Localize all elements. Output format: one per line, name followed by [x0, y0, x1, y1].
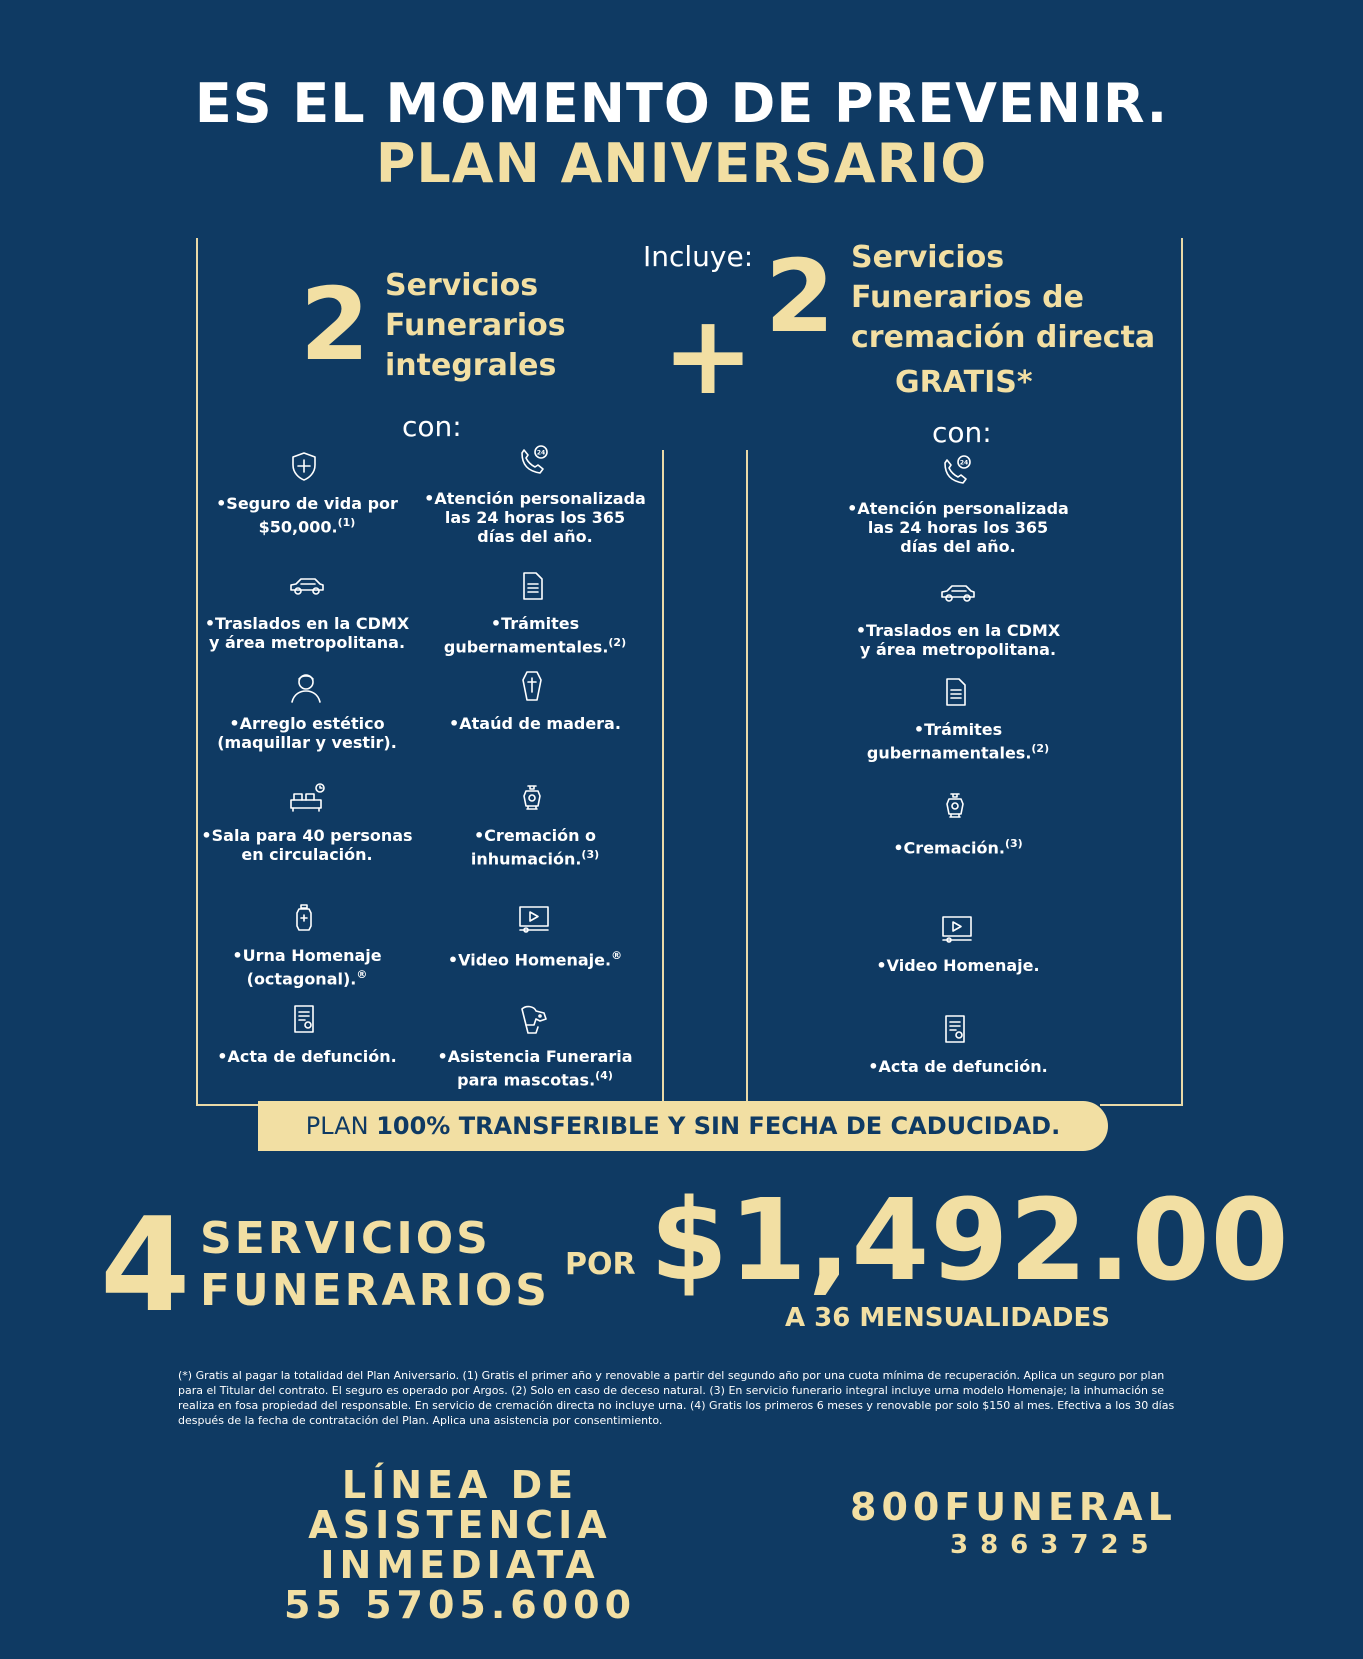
service-item [833, 455, 1083, 556]
right-offer-title-line: Funerarios de [851, 280, 1084, 315]
service-item [420, 445, 650, 546]
service-item-line [420, 614, 650, 633]
shield-cross-icon [192, 450, 422, 488]
service-item-text: inhumación. [470, 849, 582, 869]
service-item [192, 670, 422, 752]
service-item-text: para mascotas. [457, 1070, 596, 1090]
phone-24-icon [420, 445, 650, 483]
service-item-line [833, 834, 1083, 857]
service-item [192, 450, 422, 536]
service-item-text: •Atención personalizada [847, 499, 1069, 518]
service-item-line [833, 537, 1083, 556]
service-item-text: días del año. [900, 537, 1016, 556]
service-item-line [420, 714, 650, 733]
offer-monthly: A 36 MENSUALIDADES [785, 1303, 1110, 1333]
service-item-text: •Trámites [490, 614, 580, 633]
assistance-line-1: LÍNEA DE [341, 1463, 579, 1507]
offer-por: POR [565, 1247, 636, 1282]
service-item-line [420, 845, 650, 868]
headline-line2: PLAN ANIVERSARIO [375, 132, 988, 195]
service-item-line [192, 826, 422, 845]
service-item [420, 670, 650, 733]
right-offer-title [851, 238, 1155, 358]
offer-price: $1,492.00 [650, 1176, 1290, 1306]
service-item-line [833, 640, 1083, 659]
assistance-phone[interactable]: 55 5705.6000 [283, 1583, 637, 1627]
assistance-line [170, 1465, 750, 1625]
service-item-text: •Ataúd de madera. [449, 714, 621, 733]
certificate-icon [833, 1013, 1083, 1051]
service-item-footnote: (1) [337, 516, 356, 529]
frame-center-right-line [746, 450, 748, 1106]
service-item-text: •Arreglo estético [229, 714, 385, 733]
service-item-text: •Seguro de vida por [216, 494, 398, 513]
service-item-line [420, 826, 650, 845]
service-item [192, 1003, 422, 1066]
service-item-text: días del año. [477, 527, 593, 546]
service-item-text: y área metropolitana. [859, 640, 1057, 659]
plus-sign: + [662, 291, 755, 419]
service-item-text: •Urna Homenaje [232, 946, 382, 965]
phone-24-icon [833, 455, 1083, 493]
service-item-footnote: ® [356, 968, 368, 981]
word-number-digits: 3863725 [950, 1530, 1161, 1560]
right-offer-title-line: Servicios [851, 240, 1005, 275]
service-item-line [420, 527, 650, 546]
frame-right-line [1181, 238, 1183, 1106]
right-offer-count: 2 [765, 238, 835, 355]
service-item-text: en circulación. [241, 845, 373, 864]
service-item-footnote: (2) [608, 636, 627, 649]
service-item-line [833, 499, 1083, 518]
right-con-label: con: [932, 416, 992, 449]
service-item-line [833, 720, 1083, 739]
car-icon [833, 577, 1083, 615]
service-item-text: gubernamentales. [866, 743, 1032, 763]
service-item-text: •Cremación o [473, 826, 597, 845]
service-item-footnote: (3) [1004, 837, 1023, 850]
offer-services-label [200, 1213, 550, 1317]
service-item-text: •Acta de defunción. [217, 1047, 397, 1066]
sofa-clock-icon [192, 782, 422, 820]
coffin-icon [420, 670, 650, 708]
service-item-line [192, 513, 422, 536]
svg-text:24: 24 [536, 449, 546, 457]
service-item-line [833, 621, 1083, 640]
frame-bottom-left-line [196, 1104, 260, 1106]
service-item-text: •Asistencia Funeraria [437, 1047, 633, 1066]
service-item-text: gubernamentales. [443, 637, 609, 657]
service-item [420, 902, 650, 969]
document-icon [420, 570, 650, 608]
service-item [833, 912, 1083, 975]
service-item [192, 570, 422, 652]
pets-icon [420, 1003, 650, 1041]
certificate-icon [192, 1003, 422, 1041]
service-item-text: las 24 horas los 365 [867, 518, 1049, 537]
left-con-label: con: [402, 410, 462, 443]
transferable-banner [258, 1101, 1108, 1151]
banner-bold-text: 100% TRANSFERIBLE Y SIN FECHA DE CADUCIDAD. [376, 1112, 1061, 1140]
service-item-line [833, 1057, 1083, 1076]
service-item-line [192, 614, 422, 633]
includes-label: Incluye: [643, 240, 754, 273]
service-item [833, 676, 1083, 762]
service-item-text: (maquillar y vestir). [217, 733, 397, 752]
video-icon [833, 912, 1083, 950]
service-item [420, 1003, 650, 1089]
service-item-text: •Video Homenaje. [876, 956, 1040, 975]
offer-services-line: SERVICIOS [200, 1213, 491, 1264]
left-offer-title-line: Funerarios [385, 308, 566, 343]
left-offer-title-line: integrales [385, 348, 557, 383]
car-icon [192, 570, 422, 608]
document-icon [833, 676, 1083, 714]
left-offer-title [385, 266, 566, 386]
service-item-line [420, 1066, 650, 1089]
service-item-line [420, 1047, 650, 1066]
service-item-line [192, 494, 422, 513]
urn-icon [833, 790, 1083, 828]
person-icon [192, 670, 422, 708]
service-item-line [192, 714, 422, 733]
service-item-text: las 24 horas los 365 [444, 508, 626, 527]
service-item [192, 782, 422, 864]
headline-line1: ES EL MOMENTO DE PREVENIR. [194, 72, 1169, 135]
service-item-line [833, 739, 1083, 762]
service-item-line [420, 508, 650, 527]
service-item-text: •Sala para 40 personas [201, 826, 413, 845]
urn-icon [420, 782, 650, 820]
urn-octagonal-icon [192, 902, 422, 940]
assistance-line-2: ASISTENCIA INMEDIATA [308, 1503, 612, 1587]
service-item-text: $50,000. [258, 517, 338, 537]
video-icon [420, 902, 650, 940]
service-item [420, 782, 650, 868]
service-item-line [192, 845, 422, 864]
service-item-footnote: (4) [595, 1069, 613, 1082]
svg-text:24: 24 [959, 459, 969, 467]
service-item-line [192, 733, 422, 752]
service-item-line [192, 965, 422, 988]
frame-bottom-right-line [1100, 1104, 1183, 1106]
word-number[interactable]: 800FUNERAL [850, 1485, 1177, 1529]
left-offer-count: 2 [300, 266, 370, 383]
service-item [833, 1013, 1083, 1076]
service-item [420, 570, 650, 656]
right-offer-title-line: cremación directa [851, 320, 1156, 355]
service-item-text: •Traslados en la CDMX [204, 614, 410, 633]
right-offer-gratis: GRATIS* [895, 365, 1033, 400]
fine-print: (*) Gratis al pagar la totalidad del Plan Aniversario. (1) Gratis el primer año y renovable a partir del segundo año por una cuota mínima de recuperación. Aplica un seguro por plan para el Titular del contrato. El seguro es operado por Argos. (2) Solo en caso de deceso natural. (3) En servicio funerario integral incluye urna modelo Homenaje; la inhumación se realiza en fosa propiedad del responsable. En servicio de cremación directa no incluye urna. (4) Gratis los primeros 6 meses y renovable por solo $150 al mes. Efectiva a los 30 días después de la fecha de contratación del Plan. Aplica una asistencia por consentimiento. [178, 1369, 1175, 1427]
offer-count: 4 [100, 1189, 191, 1341]
service-item-text: •Traslados en la CDMX [855, 621, 1061, 640]
service-item-text: y área metropolitana. [208, 633, 406, 652]
service-item-footnote: ® [611, 949, 623, 962]
banner-plain-text: PLAN [305, 1112, 377, 1140]
service-item-footnote: (3) [581, 848, 600, 861]
service-item-line [192, 633, 422, 652]
service-item-text: •Atención personalizada [424, 489, 646, 508]
service-item-line [420, 489, 650, 508]
service-item-text: (octagonal). [246, 969, 357, 989]
service-item-text: •Video Homenaje. [447, 950, 612, 970]
service-item-text: •Cremación. [893, 838, 1005, 858]
service-item [833, 577, 1083, 659]
service-item-line [420, 946, 650, 969]
service-item-line [833, 518, 1083, 537]
service-item-line [192, 1047, 422, 1066]
service-item-footnote: (2) [1031, 742, 1050, 755]
service-item-text: •Trámites [913, 720, 1003, 739]
service-item-line [192, 946, 422, 965]
service-item-text: •Acta de defunción. [868, 1057, 1048, 1076]
service-item-line [420, 633, 650, 656]
service-item [833, 790, 1083, 857]
service-item-line [833, 956, 1083, 975]
left-offer-title-line: Servicios [385, 268, 539, 303]
frame-center-left-line [662, 450, 664, 1106]
service-item [192, 902, 422, 988]
offer-services-line: FUNERARIOS [200, 1265, 550, 1316]
